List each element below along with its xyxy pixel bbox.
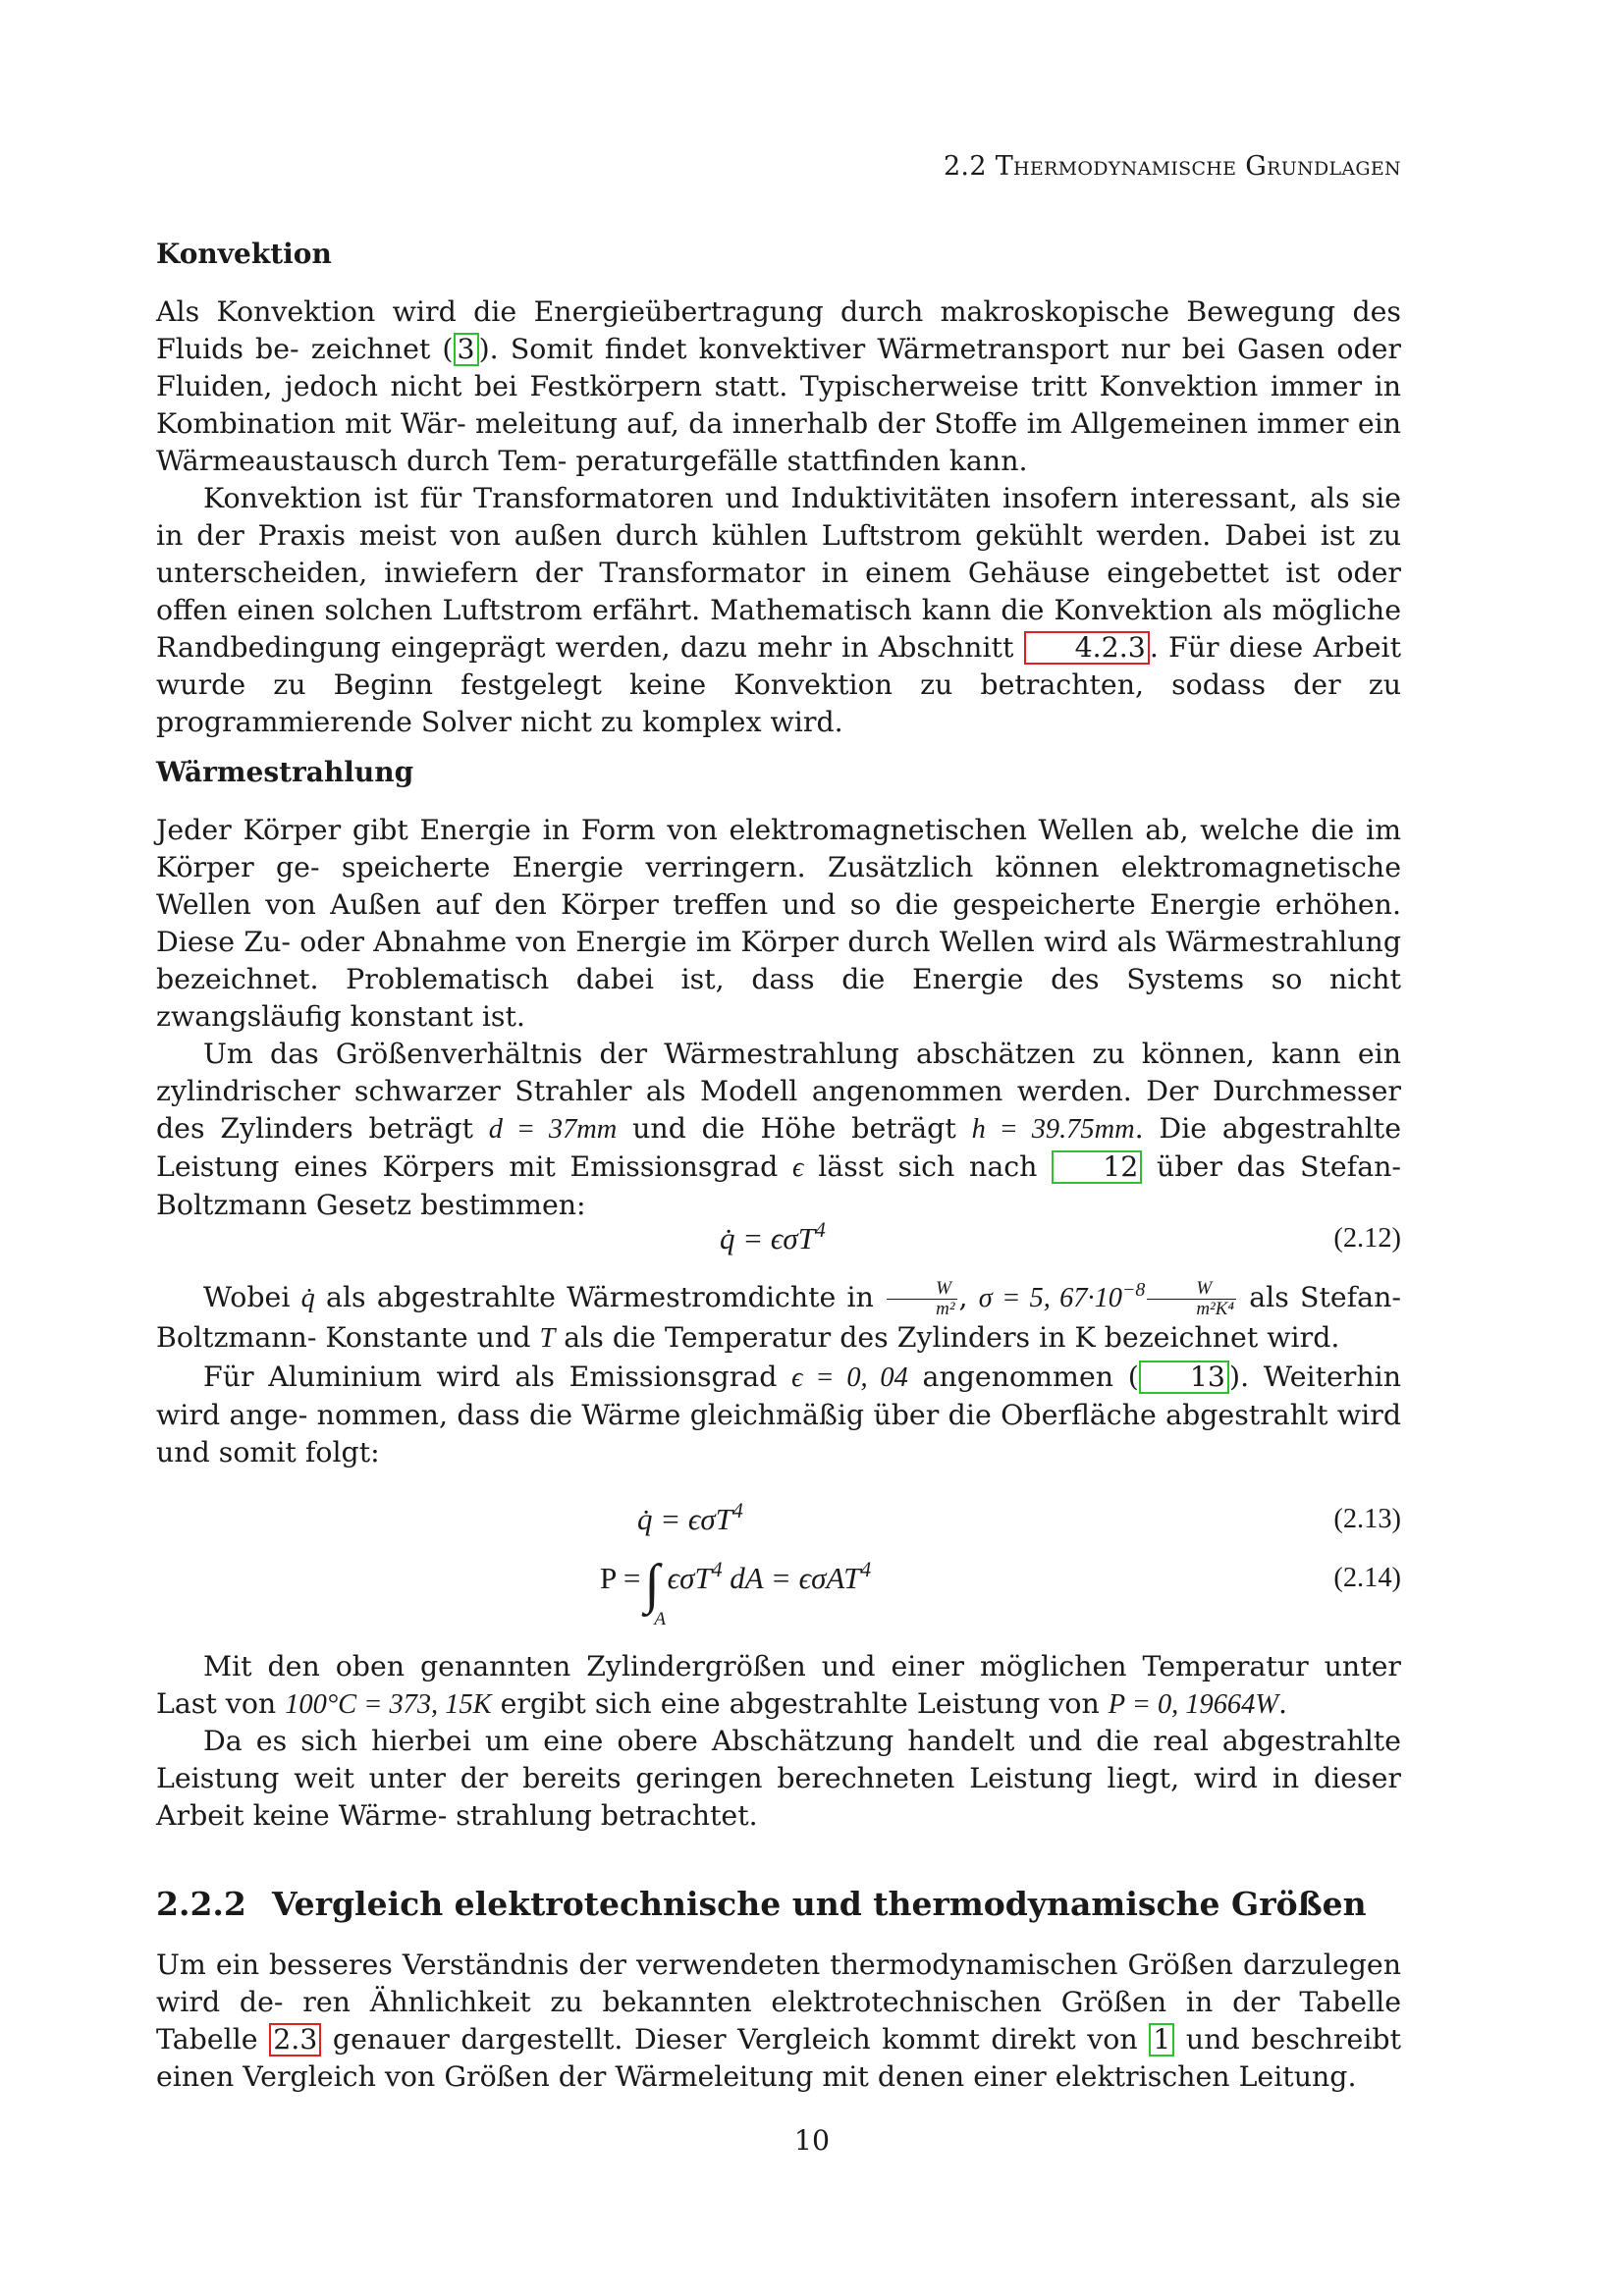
subsection-title: Vergleich elektrotechnische und thermodynamische Größen [272, 1885, 1367, 1923]
waermestrahlung-paragraph-1: Jeder Körper gibt Energie in Form von elektromagnetischen Wellen ab, welche die im Körper ge- speicherte Energie verringern. Zusätzlich können elektromagnetische Wellen von Außen auf den Körper treffen und so die gespeicherte Energie erhöhen. Diese Zu- oder Abnahme von Energie im Körper durch Wellen wird als Wärmestrahlung bezeichnet. Problematisch dabei ist, dass die Energie des Systems so nicht zwangsläufig konstant ist. [156, 814, 1401, 1033]
header-section-number: 2.2 [943, 151, 987, 182]
citation-link[interactable]: 12 [1052, 1150, 1142, 1184]
page-number: 10 [793, 2124, 831, 2157]
waermestrahlung-paragraph-4: Für Aluminium wird als Emissionsgrad ϵ = 0, 04 angenommen ( 13 ). Weiterhin wird ange- nommen, dass die Wärme gleichmäßig über die Oberfläche abgestrahlt wird und somit folgt: [156, 1361, 1402, 1468]
running-header [944, 151, 1401, 182]
subsection-heading-2-2-2 [156, 1885, 1367, 1923]
integral-sign: ∫ A [644, 1554, 666, 1629]
equation-number: (2.14) [1333, 1563, 1401, 1593]
waermestrahlung-paragraph-5: Mit den oben genannten Zylindergrößen und einer möglichen Temperatur unter Last von 100°C = 373, 15K ergibt sich eine abgestrahlte Leistung von P = 0, 19664W. [156, 1650, 1401, 1720]
heading-waermestrahlung: Wärmestrahlung [156, 756, 414, 788]
waermestrahlung-paragraph-2: Um das Größenverhältnis der Wärmestrahlung abschätzen zu können, kann ein zylindrischer schwarzer Strahler als Modell angenommen werden. Der Durchmesser des Zylinders beträgt d = 37mm und die Höhe beträgt h = 39.75mm. Die abgestrahlte Leistung eines Körpers mit Emissionsgrad ϵ lässt sich nach 12 über das Stefan-Boltzmann Gesetz bestimmen: [156, 1038, 1402, 1221]
equation-2-12: q̇ = ϵσT$^4$ (2.12) [720, 1218, 1401, 1255]
header-section-title: Thermodynamische Grundlagen [995, 151, 1401, 182]
waermestrahlung-paragraph-3: Wobei q̇ als abgestrahlte Wärmestromdichte in $\frac{W}{\text{m²}}$ , σ = 5, $67\cdot 10^{-8}$ $\frac{W}{\text{m²K⁴}}$ als Stefan-Boltzmann- Konstante und T als die Temperatur des Zylinders in K bezeichnet wird. [156, 1278, 1401, 1354]
subsection-number: 2.2.2 [156, 1885, 246, 1923]
konvektion-paragraph-1: Als Konvektion wird die Energieübertragung durch makroskopische Bewegung des Fluids be- zeichnet ( 3 ). Somit findet konvektiver Wärmetransport nur bei Gasen oder Fluiden, jedoch nicht bei Festkörpern statt. Typischerweise tritt Konvektion immer in Kombination mit Wär- meleitung auf, da innerhalb der Stoffe im Allgemeinen immer ein Wärmeaustausch durch Tem- peraturgefälle stattfinden kann. [156, 295, 1401, 477]
table-reference-link[interactable]: 2.3 [269, 2023, 321, 2056]
konvektion-paragraph-2: Konvektion ist für Transformatoren und Induktivitäten insofern interessant, als sie in der Praxis meist von außen durch kühlen Luftstrom gekühlt werden. Dabei ist zu unterscheiden, inwiefern der Transformator in einem Gehäuse eingebettet ist oder offen einen solchen Luftstrom erfährt. Mathematisch kann die Konvektion als mögliche Randbedingung eingeprägt werden, dazu mehr in Abschnitt 4.2.3 . Für diese Arbeit wurde zu Beginn festgelegt keine Konvektion zu betrachten, sodass der zu programmierende Solver nicht zu komplex wird. [156, 482, 1401, 738]
waermestrahlung-paragraph-6: Da es sich hierbei um eine obere Abschätzung handelt und die real abgestrahlte Leistung weit unter der bereits geringen berechneten Leistung liegt, wird in dieser Arbeit keine Wärme- strahlung betrachtet. [156, 1725, 1401, 1832]
equation-2-13: q̇ = ϵσT$^4$ (2.13) [637, 1499, 1401, 1536]
citation-link[interactable]: 13 [1139, 1361, 1229, 1394]
equation-number: (2.12) [1333, 1223, 1401, 1254]
citation-link[interactable]: 1 [1149, 2023, 1174, 2056]
section-reference-link[interactable]: 4.2.3 [1024, 631, 1150, 665]
vergleich-paragraph-1: Um ein besseres Verständnis der verwendeten thermodynamischen Größen darzulegen wird de- ren Ähnlichkeit zu bekannten elektrotechnischen Größen in der Tabelle Tabelle 2.3 genauer dargestellt. Dieser Vergleich kommt direkt von 1 und beschreibt einen Vergleich von Größen der Wärmeleitung mit denen einer elektrischen Leitung. [156, 1949, 1402, 2093]
equation-number: (2.13) [1333, 1504, 1401, 1534]
heading-konvektion: Konvektion [156, 238, 332, 270]
citation-link[interactable]: 3 [454, 333, 479, 366]
equation-2-14: P =∫ A ϵσT$^4$ dA = ϵσAT$^4$ (2.14) [600, 1554, 1401, 1629]
